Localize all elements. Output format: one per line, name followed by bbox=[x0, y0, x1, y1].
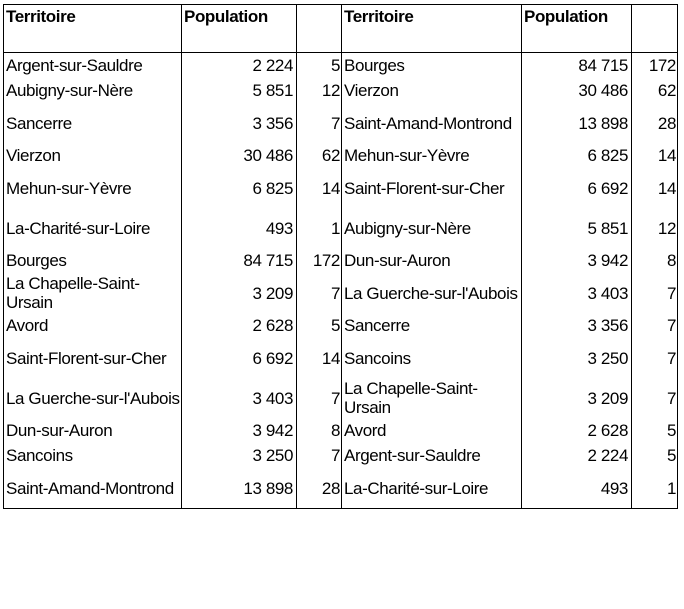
left-population-cell: 493 bbox=[182, 208, 297, 248]
right-territoire-cell: Argent-sur-Sauldre bbox=[342, 443, 522, 468]
left-territoire-cell: La Chapelle-Saint-Ursain bbox=[4, 273, 182, 313]
right-count-cell: 7 bbox=[632, 313, 678, 338]
left-count-cell: 7 bbox=[297, 378, 342, 418]
left-territoire-cell: Vierzon bbox=[4, 143, 182, 168]
right-territoire-cell: Saint-Florent-sur-Cher bbox=[342, 168, 522, 208]
right-population-cell: 3 942 bbox=[522, 248, 632, 273]
right-population-cell: 3 250 bbox=[522, 338, 632, 378]
right-population-cell: 6 692 bbox=[522, 168, 632, 208]
left-territoire-cell: Sancerre bbox=[4, 103, 182, 143]
right-population-cell: 5 851 bbox=[522, 208, 632, 248]
right-count-cell: 14 bbox=[632, 143, 678, 168]
population-table bbox=[3, 4, 678, 509]
left-count-cell: 14 bbox=[297, 168, 342, 208]
left-territoire-cell: La Guerche-sur-l'Aubois bbox=[4, 378, 182, 418]
right-territoire-cell: Sancoins bbox=[342, 338, 522, 378]
table-row bbox=[4, 143, 678, 168]
left-population-cell: 5 851 bbox=[182, 78, 297, 103]
right-count-cell: 172 bbox=[632, 53, 678, 79]
left-territoire-cell: Bourges bbox=[4, 248, 182, 273]
right-population-cell: 2 628 bbox=[522, 418, 632, 443]
right-count-cell: 12 bbox=[632, 208, 678, 248]
right-territoire-cell: La Guerche-sur-l'Aubois bbox=[342, 273, 522, 313]
left-count-cell: 5 bbox=[297, 53, 342, 79]
left-population-cell: 3 209 bbox=[182, 273, 297, 313]
right-territoire-cell: Avord bbox=[342, 418, 522, 443]
left-count-cell: 7 bbox=[297, 103, 342, 143]
left-territoire-cell: Saint-Florent-sur-Cher bbox=[4, 338, 182, 378]
left-population-cell: 30 486 bbox=[182, 143, 297, 168]
left-territoire-cell: La-Charité-sur-Loire bbox=[4, 208, 182, 248]
right-territoire-cell: Saint-Amand-Montrond bbox=[342, 103, 522, 143]
left-population-cell: 3 356 bbox=[182, 103, 297, 143]
right-population-cell: 6 825 bbox=[522, 143, 632, 168]
table-row bbox=[4, 273, 678, 313]
right-population-cell: 3 356 bbox=[522, 313, 632, 338]
right-territoire-cell: Aubigny-sur-Nère bbox=[342, 208, 522, 248]
right-count-cell: 28 bbox=[632, 103, 678, 143]
right-territoire-cell: La-Charité-sur-Loire bbox=[342, 468, 522, 509]
table-row bbox=[4, 418, 678, 443]
table-row bbox=[4, 53, 678, 79]
left-population-cell: 13 898 bbox=[182, 468, 297, 509]
table-row bbox=[4, 378, 678, 418]
left-territoire-cell: Avord bbox=[4, 313, 182, 338]
right-count-cell: 7 bbox=[632, 338, 678, 378]
right-count-cell: 7 bbox=[632, 378, 678, 418]
left-population-cell: 2 628 bbox=[182, 313, 297, 338]
table-row bbox=[4, 78, 678, 103]
left-territoire-cell: Aubigny-sur-Nère bbox=[4, 78, 182, 103]
right-population-cell: 2 224 bbox=[522, 443, 632, 468]
left-count-header bbox=[297, 5, 342, 53]
left-territoire-cell: Dun-sur-Auron bbox=[4, 418, 182, 443]
right-population-cell: 3 403 bbox=[522, 273, 632, 313]
table-row bbox=[4, 168, 678, 208]
left-territoire-header: Territoire bbox=[4, 5, 182, 53]
right-territoire-cell: La Chapelle-Saint-Ursain bbox=[342, 378, 522, 418]
left-count-cell: 1 bbox=[297, 208, 342, 248]
left-population-cell: 2 224 bbox=[182, 53, 297, 79]
left-territoire-cell: Saint-Amand-Montrond bbox=[4, 468, 182, 509]
left-count-cell: 7 bbox=[297, 273, 342, 313]
right-count-cell: 62 bbox=[632, 78, 678, 103]
right-territoire-cell: Vierzon bbox=[342, 78, 522, 103]
table-row bbox=[4, 468, 678, 509]
left-population-cell: 3 403 bbox=[182, 378, 297, 418]
left-count-cell: 28 bbox=[297, 468, 342, 509]
left-count-cell: 172 bbox=[297, 248, 342, 273]
left-count-cell: 14 bbox=[297, 338, 342, 378]
left-population-cell: 3 250 bbox=[182, 443, 297, 468]
right-population-header: Population bbox=[522, 5, 632, 53]
right-population-cell: 13 898 bbox=[522, 103, 632, 143]
table-row bbox=[4, 338, 678, 378]
right-count-header bbox=[632, 5, 678, 53]
header-row bbox=[4, 5, 678, 53]
right-count-cell: 5 bbox=[632, 418, 678, 443]
right-population-cell: 3 209 bbox=[522, 378, 632, 418]
left-territoire-cell: Mehun-sur-Yèvre bbox=[4, 168, 182, 208]
left-count-cell: 8 bbox=[297, 418, 342, 443]
right-count-cell: 14 bbox=[632, 168, 678, 208]
left-population-cell: 3 942 bbox=[182, 418, 297, 443]
right-count-cell: 8 bbox=[632, 248, 678, 273]
left-territoire-cell: Sancoins bbox=[4, 443, 182, 468]
table-row bbox=[4, 443, 678, 468]
right-population-cell: 30 486 bbox=[522, 78, 632, 103]
left-population-header: Population bbox=[182, 5, 297, 53]
left-count-cell: 7 bbox=[297, 443, 342, 468]
left-count-cell: 12 bbox=[297, 78, 342, 103]
right-count-cell: 1 bbox=[632, 468, 678, 509]
right-population-cell: 493 bbox=[522, 468, 632, 509]
right-territoire-header: Territoire bbox=[342, 5, 522, 53]
left-count-cell: 62 bbox=[297, 143, 342, 168]
table-row bbox=[4, 248, 678, 273]
right-count-cell: 7 bbox=[632, 273, 678, 313]
right-territoire-cell: Dun-sur-Auron bbox=[342, 248, 522, 273]
left-population-cell: 84 715 bbox=[182, 248, 297, 273]
right-territoire-cell: Mehun-sur-Yèvre bbox=[342, 143, 522, 168]
right-count-cell: 5 bbox=[632, 443, 678, 468]
table-row bbox=[4, 208, 678, 248]
left-count-cell: 5 bbox=[297, 313, 342, 338]
left-territoire-cell: Argent-sur-Sauldre bbox=[4, 53, 182, 79]
right-territoire-cell: Bourges bbox=[342, 53, 522, 79]
right-territoire-cell: Sancerre bbox=[342, 313, 522, 338]
right-population-cell: 84 715 bbox=[522, 53, 632, 79]
table-row bbox=[4, 313, 678, 338]
left-population-cell: 6 825 bbox=[182, 168, 297, 208]
table-row bbox=[4, 103, 678, 143]
left-population-cell: 6 692 bbox=[182, 338, 297, 378]
